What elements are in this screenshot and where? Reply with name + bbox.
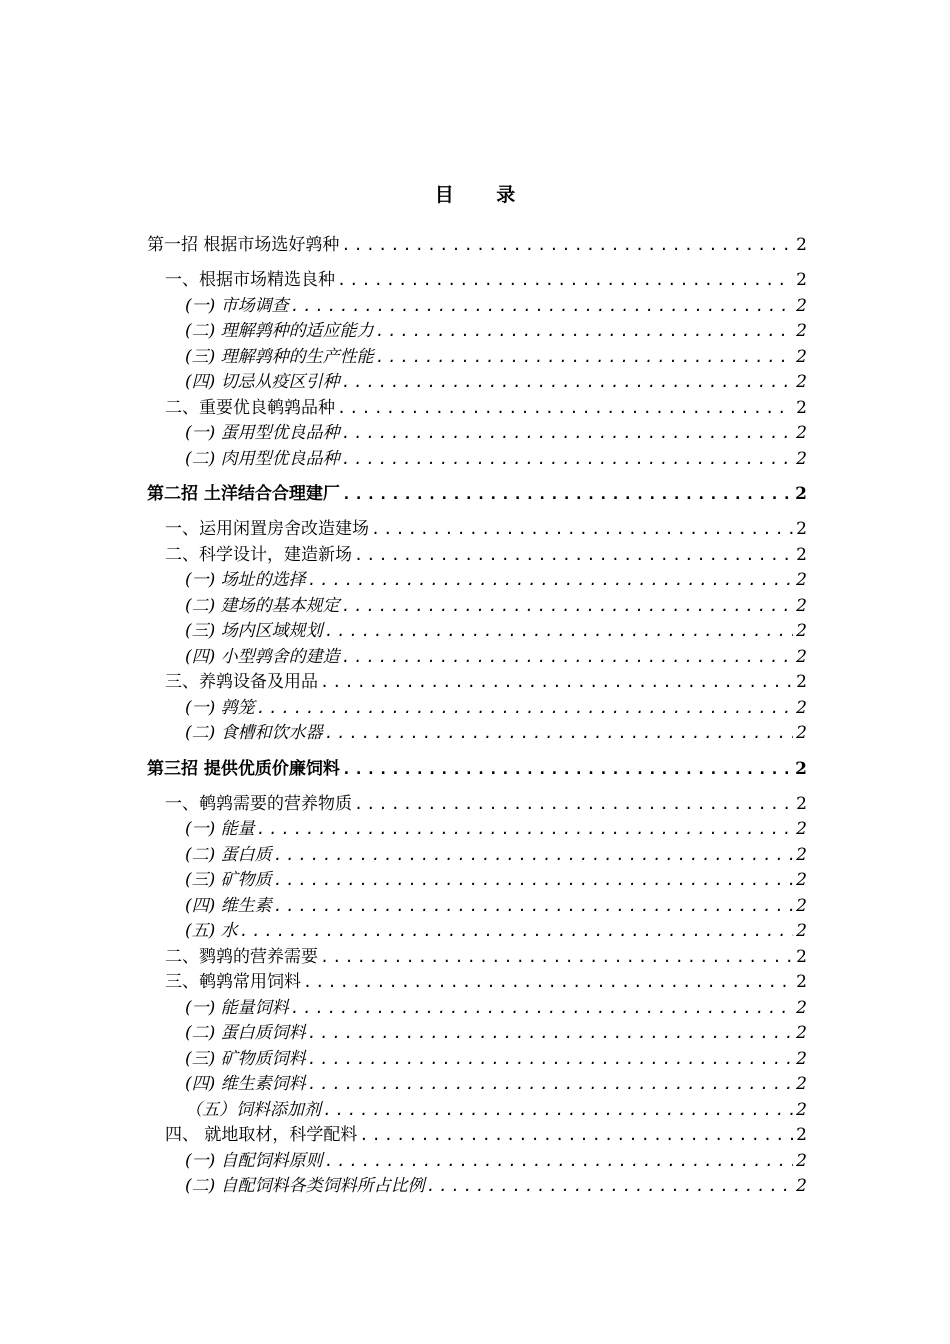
toc-leader-dots	[308, 1021, 793, 1047]
toc-entry-label: (一) 能量	[185, 819, 255, 839]
toc-page-number: 2	[796, 448, 807, 469]
toc-entry[interactable]	[147, 619, 807, 645]
toc-leader-dots	[291, 996, 793, 1022]
toc-entry[interactable]	[147, 1174, 807, 1200]
toc-leader-dots	[274, 868, 793, 894]
toc-entry-label: (一) 场址的选择	[185, 570, 306, 590]
toc-entry[interactable]	[147, 421, 807, 447]
toc-page-number: 2	[796, 1176, 807, 1196]
toc-page-number: 2	[796, 1150, 807, 1171]
toc-entry-label: (四) 维生素饲料	[185, 1074, 306, 1094]
toc-leader-dots	[359, 1123, 793, 1149]
toc-page-number: 2	[796, 972, 807, 992]
toc-entry-label: 二、重要优良鹌鹑品种	[165, 397, 335, 418]
toc-leader-dots	[240, 919, 793, 945]
toc-leader-dots	[325, 1149, 793, 1175]
toc-entry-label: （五）饲料添加剂	[185, 1099, 321, 1120]
toc-entry-label: (三) 场内区域规划	[185, 621, 323, 641]
toc-leader-dots	[325, 721, 793, 747]
toc-entry[interactable]	[147, 517, 807, 543]
toc-entry[interactable]	[147, 868, 807, 894]
toc-leader-dots	[342, 370, 793, 396]
toc-page-number: 2	[796, 997, 807, 1018]
toc-leader-dots	[427, 1174, 793, 1200]
toc-entry-label: (五) 水	[185, 921, 238, 941]
toc-page-number: 2	[796, 621, 807, 641]
toc-page-number: 2	[795, 484, 807, 504]
toc-page-number: 2	[796, 946, 807, 967]
toc-entry[interactable]	[147, 945, 807, 971]
toc-entry[interactable]	[147, 696, 807, 722]
toc-entry[interactable]	[147, 447, 807, 473]
toc-entry[interactable]	[147, 345, 807, 371]
toc-entry-label: (一) 鹑笼	[185, 697, 255, 718]
toc-title: 目 录	[434, 184, 534, 206]
toc-leader-dots	[342, 421, 793, 447]
toc-entry[interactable]	[147, 568, 807, 594]
toc-leader-dots	[342, 645, 793, 671]
toc-page-number: 2	[796, 570, 807, 590]
toc-leader-dots	[274, 843, 793, 869]
toc-page-number: 2	[796, 372, 807, 392]
toc-page-number: 2	[796, 793, 807, 814]
toc-entry-label: 二、鹨鹑的营养需要	[165, 946, 318, 967]
toc-entry-label: (二) 食槽和饮水器	[185, 723, 323, 743]
toc-page-number: 2	[796, 235, 807, 255]
toc-page-number: 2	[796, 895, 807, 916]
toc-page-number: 2	[796, 1074, 807, 1094]
toc-page-number: 2	[795, 758, 807, 779]
toc-entry-label: (一) 市场调查	[185, 295, 289, 316]
toc-leader-dots	[323, 1098, 793, 1124]
toc-entry[interactable]	[147, 1149, 807, 1175]
toc-entry[interactable]	[147, 843, 807, 869]
toc-entry[interactable]	[147, 756, 807, 783]
toc-entry-label: (二) 蛋白质	[185, 844, 272, 865]
toc-entry[interactable]	[147, 268, 807, 294]
toc-leader-dots	[354, 792, 793, 818]
toc-entry-label: (四) 维生素	[185, 895, 272, 916]
toc-leader-dots	[337, 268, 793, 294]
toc-entry[interactable]	[147, 594, 807, 620]
toc-entry-label: 第二招 土洋结合合理建厂	[147, 484, 340, 504]
toc-entry-label: (四) 小型鹑舍的建造	[185, 646, 340, 667]
toc-page-number: 2	[796, 646, 807, 667]
toc-entry[interactable]	[147, 1098, 807, 1124]
toc-leader-dots	[354, 543, 793, 569]
toc-page-number: 2	[796, 295, 807, 316]
toc-page-number: 2	[796, 346, 807, 367]
toc-entry[interactable]	[147, 645, 807, 671]
toc-entry[interactable]	[147, 721, 807, 747]
toc-leader-dots	[257, 696, 793, 722]
table-of-contents	[147, 232, 807, 1200]
toc-entry[interactable]	[147, 481, 807, 508]
toc-entry[interactable]	[147, 996, 807, 1022]
toc-entry-label: 二、科学设计，建造新场	[165, 544, 352, 565]
toc-leader-dots	[308, 1047, 793, 1073]
toc-entry[interactable]	[147, 1021, 807, 1047]
toc-entry-label: (四) 切忌从疫区引种	[185, 372, 340, 392]
toc-entry-label: 一、运用闲置房舍改造建场	[165, 519, 369, 539]
toc-entry-label: (二) 自配饲料各类饲料所占比例	[185, 1176, 425, 1196]
toc-entry[interactable]	[147, 1072, 807, 1098]
toc-entry[interactable]	[147, 817, 807, 843]
toc-entry-label: 四、 就地取材，科学配料	[165, 1125, 358, 1145]
toc-leader-dots	[308, 568, 793, 594]
toc-entry[interactable]	[147, 670, 807, 696]
toc-page-number: 2	[796, 544, 807, 565]
toc-entry[interactable]	[147, 792, 807, 818]
toc-leader-dots	[308, 1072, 793, 1098]
toc-entry[interactable]	[147, 970, 807, 996]
toc-leader-dots	[337, 396, 793, 422]
toc-leader-dots	[320, 670, 793, 696]
toc-page-number: 2	[796, 1099, 807, 1120]
toc-entry[interactable]	[147, 1047, 807, 1073]
toc-page-number: 2	[796, 1048, 807, 1069]
toc-leader-dots	[342, 756, 793, 783]
toc-page-number: 2	[796, 321, 807, 341]
toc-entry-label: (一) 自配饲料原则	[185, 1150, 323, 1171]
toc-entry-label: (二) 肉用型优良品种	[185, 448, 340, 469]
toc-leader-dots	[342, 481, 793, 508]
toc-leader-dots	[291, 294, 793, 320]
toc-page-number: 2	[796, 1125, 807, 1145]
toc-entry[interactable]	[147, 294, 807, 320]
toc-page-number: 2	[796, 595, 807, 616]
toc-page-number: 2	[796, 672, 807, 692]
toc-leader-dots	[303, 970, 793, 996]
toc-entry[interactable]	[147, 919, 807, 945]
toc-page-number: 2	[796, 819, 807, 839]
toc-page-number: 2	[796, 423, 807, 443]
toc-page-number: 2	[796, 519, 807, 539]
toc-page-number: 2	[796, 870, 807, 890]
toc-leader-dots	[376, 319, 793, 345]
toc-leader-dots	[257, 817, 793, 843]
toc-entry[interactable]	[147, 894, 807, 920]
toc-entry[interactable]	[147, 370, 807, 396]
toc-entry-label: (二) 建场的基本规定	[185, 595, 340, 616]
toc-entry-label: (三) 矿物质	[185, 870, 272, 890]
toc-entry-label: (二) 蛋白质饲料	[185, 1023, 306, 1043]
toc-leader-dots	[342, 447, 793, 473]
toc-page-number: 2	[796, 1023, 807, 1043]
toc-entry[interactable]	[147, 232, 807, 259]
toc-page-number: 2	[796, 723, 807, 743]
toc-entry[interactable]	[147, 1123, 807, 1149]
toc-entry[interactable]	[147, 396, 807, 422]
toc-page-number: 2	[796, 270, 807, 290]
toc-entry-label: (三) 矿物质饲料	[185, 1048, 306, 1069]
toc-leader-dots	[342, 594, 793, 620]
toc-entry-label: (三) 理解鹑种的生产性能	[185, 346, 374, 367]
toc-entry-label: (二) 理解鹑种的适应能力	[185, 321, 374, 341]
toc-entry-label: (一) 能量饲料	[185, 997, 289, 1018]
toc-entry-label: 三、鹌鹑常用饲料	[165, 972, 301, 992]
toc-entry[interactable]	[147, 319, 807, 345]
toc-entry-label: 一、鹌鹑需要的营养物质	[165, 793, 352, 814]
toc-page-number: 2	[796, 844, 807, 865]
toc-leader-dots	[274, 894, 793, 920]
toc-entry-label: (一) 蛋用型优良品种	[185, 423, 340, 443]
toc-leader-dots	[376, 345, 793, 371]
toc-leader-dots	[320, 945, 793, 971]
toc-page-number: 2	[796, 397, 807, 418]
toc-entry[interactable]	[147, 543, 807, 569]
toc-page-number: 2	[796, 697, 807, 718]
toc-entry-label: 一、根据市场精选良种	[165, 270, 335, 290]
toc-entry-label: 三、养鹑设备及用品	[165, 672, 318, 692]
toc-leader-dots	[325, 619, 793, 645]
toc-page-number: 2	[796, 921, 807, 941]
toc-entry-label: 第一招 根据市场选好鹑种	[147, 235, 340, 255]
toc-leader-dots	[341, 232, 793, 259]
toc-entry-label: 第三招 提供优质价廉饲料	[147, 758, 340, 779]
toc-leader-dots	[371, 517, 793, 543]
